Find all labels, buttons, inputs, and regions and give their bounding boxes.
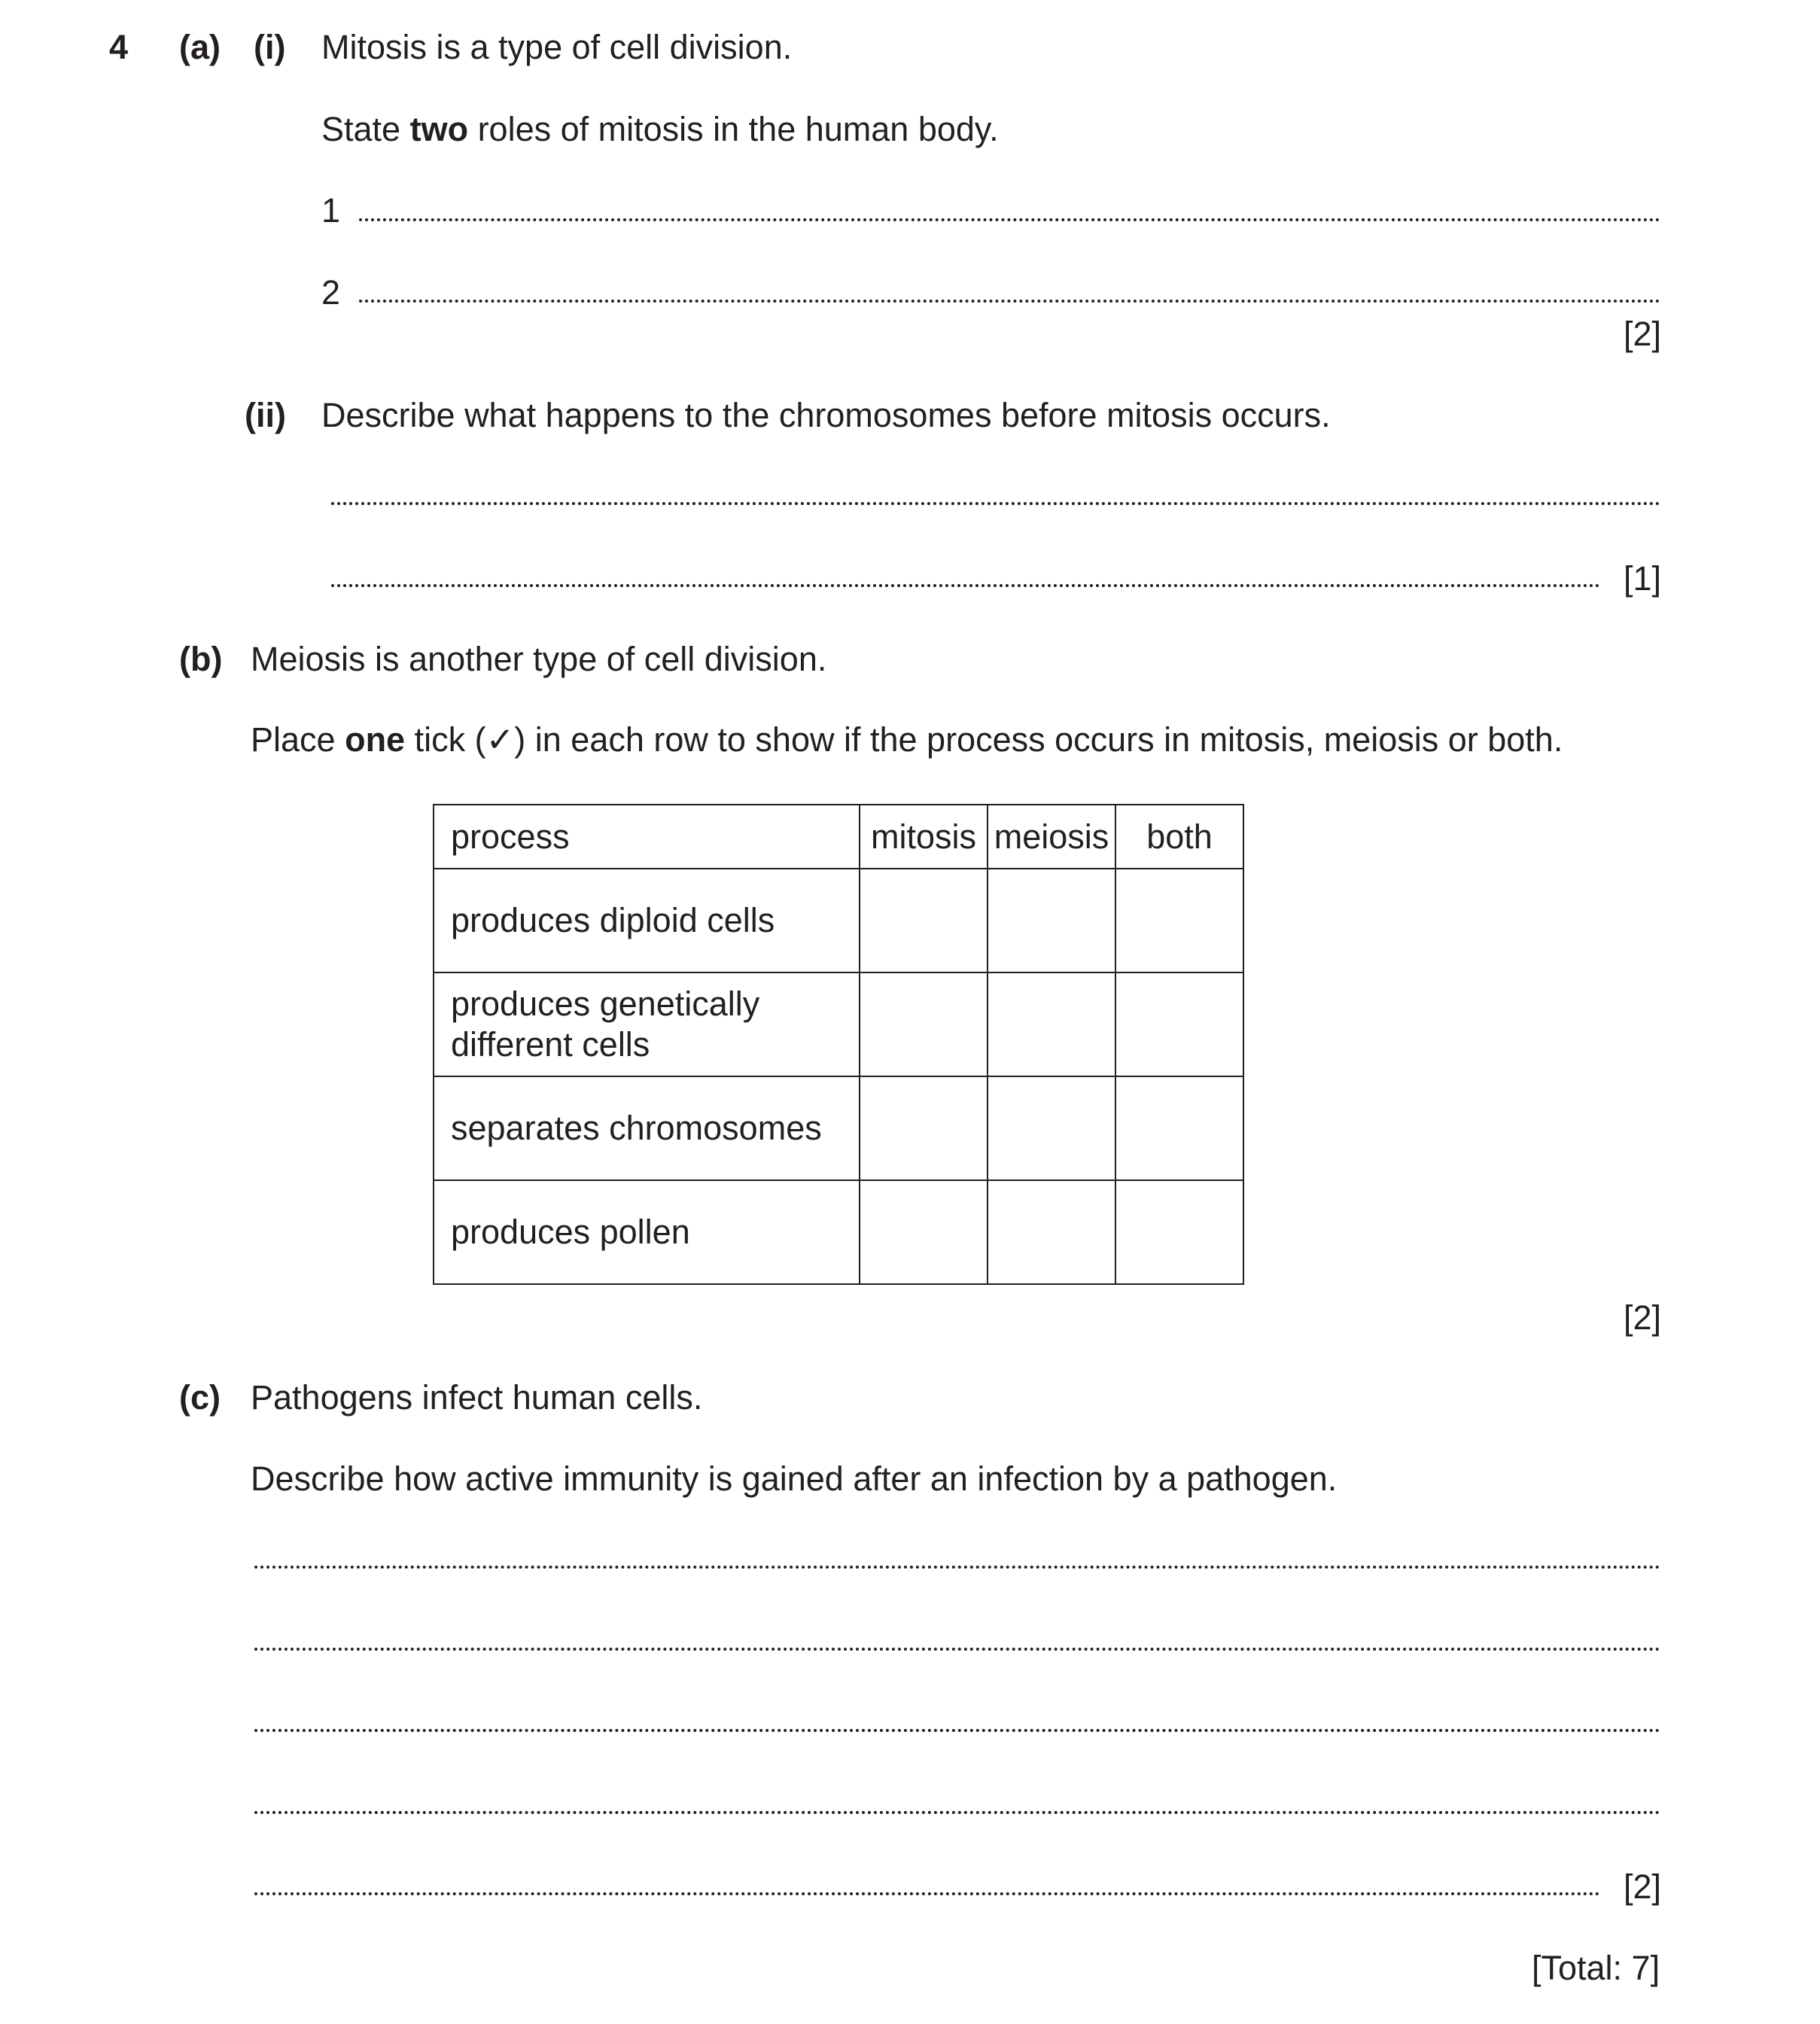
tick-cell-meiosis[interactable] (988, 972, 1115, 1076)
part-b-stem: Meiosis is another type of cell division. (251, 640, 827, 678)
tick-cell-both[interactable] (1115, 1076, 1243, 1180)
answer-line-ii-1[interactable] (331, 502, 1660, 505)
answer-line-1[interactable] (359, 218, 1660, 221)
tick-cell-meiosis[interactable] (988, 1076, 1115, 1180)
part-a-i-stem: Mitosis is a type of cell division. (321, 28, 793, 66)
tick-cell-meiosis[interactable] (988, 869, 1115, 972)
part-c-label: (c) (179, 1378, 221, 1417)
tick-cell-both[interactable] (1115, 972, 1243, 1076)
marks-b: [2] (1624, 1298, 1662, 1337)
tick-cell-mitosis[interactable] (860, 1180, 988, 1284)
part-b-label: (b) (179, 640, 223, 678)
tick-cell-meiosis[interactable] (988, 1180, 1115, 1284)
process-cell: produces genetically different cells (434, 972, 860, 1076)
answer-line-1-label: 1 (321, 191, 341, 230)
marks-a-i: [2] (1624, 315, 1662, 353)
process-table (433, 804, 1244, 1285)
answer-line-2-label: 2 (321, 273, 341, 312)
part-c-stem: Pathogens infect human cells. (251, 1378, 703, 1417)
marks-a-ii: [1] (1624, 559, 1662, 598)
process-cell: separates chromosomes (434, 1076, 860, 1180)
tick-cell-both[interactable] (1115, 1180, 1243, 1284)
tick-cell-mitosis[interactable] (860, 972, 988, 1076)
table-row (434, 1076, 1243, 1180)
total-marks: [Total: 7] (1532, 1949, 1660, 1987)
answer-line-c-4[interactable] (254, 1811, 1660, 1814)
question-number: 4 (109, 28, 129, 66)
tick-cell-mitosis[interactable] (860, 869, 988, 972)
answer-line-c-3[interactable] (254, 1729, 1660, 1732)
process-cell: produces pollen (434, 1180, 860, 1284)
part-c-prompt: Describe how active immunity is gained after an infection by a pathogen. (251, 1459, 1338, 1498)
table-row (434, 1180, 1243, 1284)
table-row (434, 972, 1243, 1076)
part-a-label: (a) (179, 28, 221, 66)
subpart-i-label: (i) (254, 28, 286, 66)
header-mitosis: mitosis (860, 805, 988, 869)
part-b-instruction: Place one tick (✓) in each row to show if the process occurs in mitosis, meiosis or both. (251, 720, 1563, 759)
header-process: process (434, 805, 860, 869)
answer-line-c-5[interactable] (254, 1892, 1600, 1895)
tick-cell-mitosis[interactable] (860, 1076, 988, 1180)
marks-c: [2] (1624, 1867, 1662, 1906)
answer-line-c-2[interactable] (254, 1648, 1660, 1651)
table-header-row (434, 805, 1243, 869)
subpart-ii-label: (ii) (245, 396, 286, 434)
tick-cell-both[interactable] (1115, 869, 1243, 972)
answer-line-c-1[interactable] (254, 1566, 1660, 1569)
header-both: both (1115, 805, 1243, 869)
part-a-i-instruction: State two roles of mitosis in the human body. (321, 110, 999, 148)
answer-line-2[interactable] (359, 300, 1660, 303)
answer-line-ii-2[interactable] (331, 584, 1600, 587)
header-meiosis: meiosis (988, 805, 1115, 869)
process-cell: produces diploid cells (434, 869, 860, 972)
part-a-ii-prompt: Describe what happens to the chromosomes before mitosis occurs. (321, 396, 1331, 434)
table-row (434, 869, 1243, 972)
